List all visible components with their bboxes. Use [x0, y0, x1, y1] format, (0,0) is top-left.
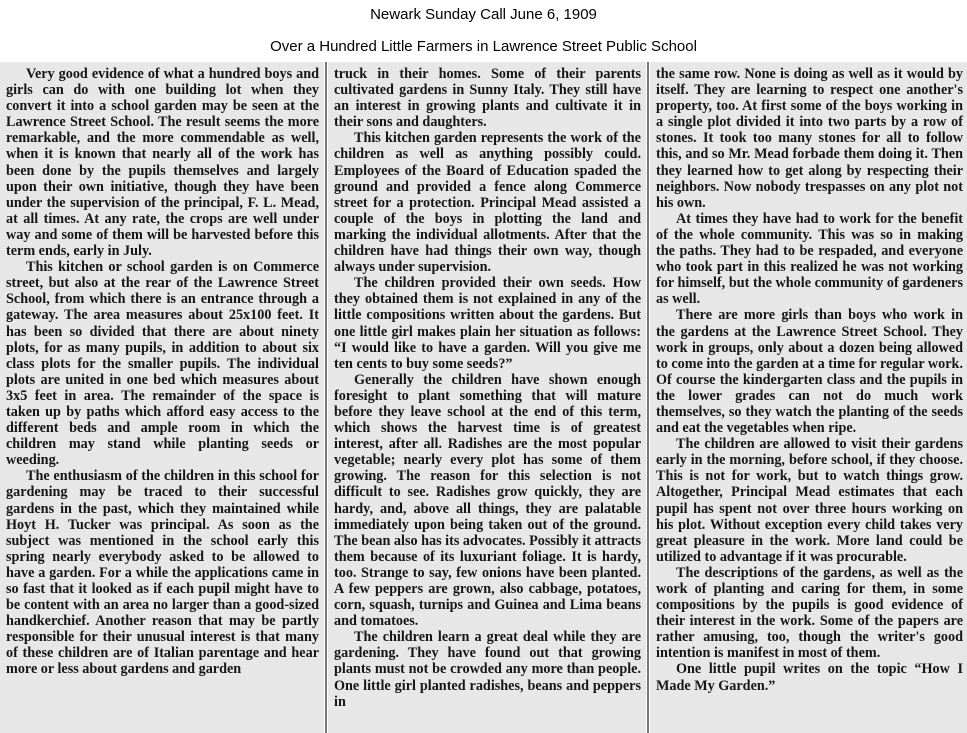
- paragraph: The children provided their own seeds. How they obtained them is not explained in any of the little compositions written about the gardens. But one little girl makes plain her situation as follows: “I would like to have a garden. Will you give me ten cents to buy some seeds?”: [334, 275, 641, 372]
- paragraph: This kitchen or school garden is on Commerce street, but also at the rear of the Lawrence Street School, from which there is an entrance through a gateway. The area measures about 25x100 feet. It has been so divided that there are about ninety plots, for as many pupils, in addition to about six class plots for the smaller pupils. The individual plots are united in one bed which measures about 3x5 feet in area. The remainder of the space is taken up by paths which afford easy access to the different beds and ample room in which the children may stand while planting seeds or weeding.: [6, 259, 319, 469]
- paragraph: Generally the children have shown enough foresight to plant something that will mature before they leave school at the end of this term, which shows the harvest time is of greatest interest, after all. Radishes are the most popular vegetable; nearly every plot has some of them growing. The reason for this selection is not difficult to see. Radishes grow quickly, they are hardy, and, above all things, they are palatable immediately upon being taken out of the ground. The bean also has its advocates. Possibly it attracts them because of its luxuriant foliage. It is hardy, too. Strange to say, few onions have been planted. A few peppers are grown, also cabbage, potatoes, corn, squash, turnips and Guinea and Lima beans and tomatoes.: [334, 371, 642, 630]
- paragraph: The children learn a great deal while they are gardening. They have found out that growing plants must not be crowded any more than people. One little girl planted radishes, beans and peppers in: [334, 629, 641, 710]
- paragraph: The descriptions of the gardens, as well as the work of planting and caring for them, in some compositions by the pupils is good evidence of their interest in the work. Some of the papers are rather amusing, too, though the writer's good intention is manifest in most of them.: [656, 564, 963, 662]
- paragraph: At times they have had to work for the benefit of the whole community. This was so in making the paths. They had to be respaded, and everyone who took part in this realized he was not working for himself, but the whole community of gardeners as well.: [656, 210, 963, 308]
- column-divider: [647, 62, 649, 733]
- article-column-1: [0, 62, 324, 733]
- paragraph: The children are allowed to visit their gardens early in the morning, before school, if they choose. This is not for work, but to watch things grow. Altogether, Principal Mead estimates that each pupil has spent not over three hours working on his plot. Without exception every child takes very great pleasure in the work. More land could be utilized to advantage if it was procurable.: [656, 436, 963, 565]
- article-column-2: [328, 62, 646, 733]
- article-headline: Over a Hundred Little Farmers in Lawrence Street Public School: [270, 38, 697, 55]
- paragraph: truck in their homes. Some of their parents cultivated gardens in Sunny Italy. They still have an interest in growing plants and cultivate it in their sons and daughters.: [334, 66, 641, 131]
- article-column-3: [650, 62, 967, 733]
- paragraph: Very good evidence of what a hundred boys and girls can do with one building lot when they convert it into a school garden may be seen at the Lawrence Street School. The result seems the more remarkable, and the more commendable as well, when it is known that nearly all of the work has been done by the pupils themselves and largely upon their own initiative, though they have been under the supervision of the principal, F. L. Mead, at all times. At any rate, the crops are well under way and some of them will be harvested before this term ends, early in July.: [6, 66, 319, 260]
- paragraph: The enthusiasm of the children in this school for gardening may be traced to their successful gardens in the past, which they maintained while Hoyt H. Tucker was principal. As soon as the subject was mentioned in the school early this spring nearly everybody asked to be allowed to have a garden. For a while the applications came in so fast that it looked as if each pupil might have to be content with an area no larger than a good-sized handkerchief. Another reason that may be partly responsible for their unusual interest is that many of these children are of Italian parentage and hear more or less about gardens and garden: [6, 468, 319, 678]
- paragraph: One little pupil writes on the topic “How I Made My Garden.”: [656, 661, 963, 694]
- paragraph: the same row. None is doing as well as it would by itself. They are learning to respect one another's property, too. At first some of the boys working in a single plot divided it into two parts by a row of stones. It took too many stones for all to follow this, and so Mr. Mead forbade them doing it. Then they learned how to get along by respecting their neighbors. Now nobody trespasses on any plot not his own.: [656, 66, 963, 211]
- paragraph: There are more girls than boys who work in the gardens at the Lawrence Street School. They work in groups, only about a dozen being allowed to come into the garden at a time for regular work. Of course the kindergarten class and the pupils in the lower grades can not do much work themselves, so they watch the planting of the seeds and eat the vegetables when ripe.: [656, 307, 963, 437]
- paragraph: This kitchen garden represents the work of the children as well as anything possibly could. Employees of the Board of Education spaded the ground and provided a fence along Commerce street for a protection. Principal Mead assisted a couple of the boys in plotting the land and marking the individual allotments. After that the children have had things their own way, though always under supervision.: [334, 130, 641, 276]
- publication-line: Newark Sunday Call June 6, 1909: [370, 6, 597, 23]
- column-divider: [325, 62, 327, 733]
